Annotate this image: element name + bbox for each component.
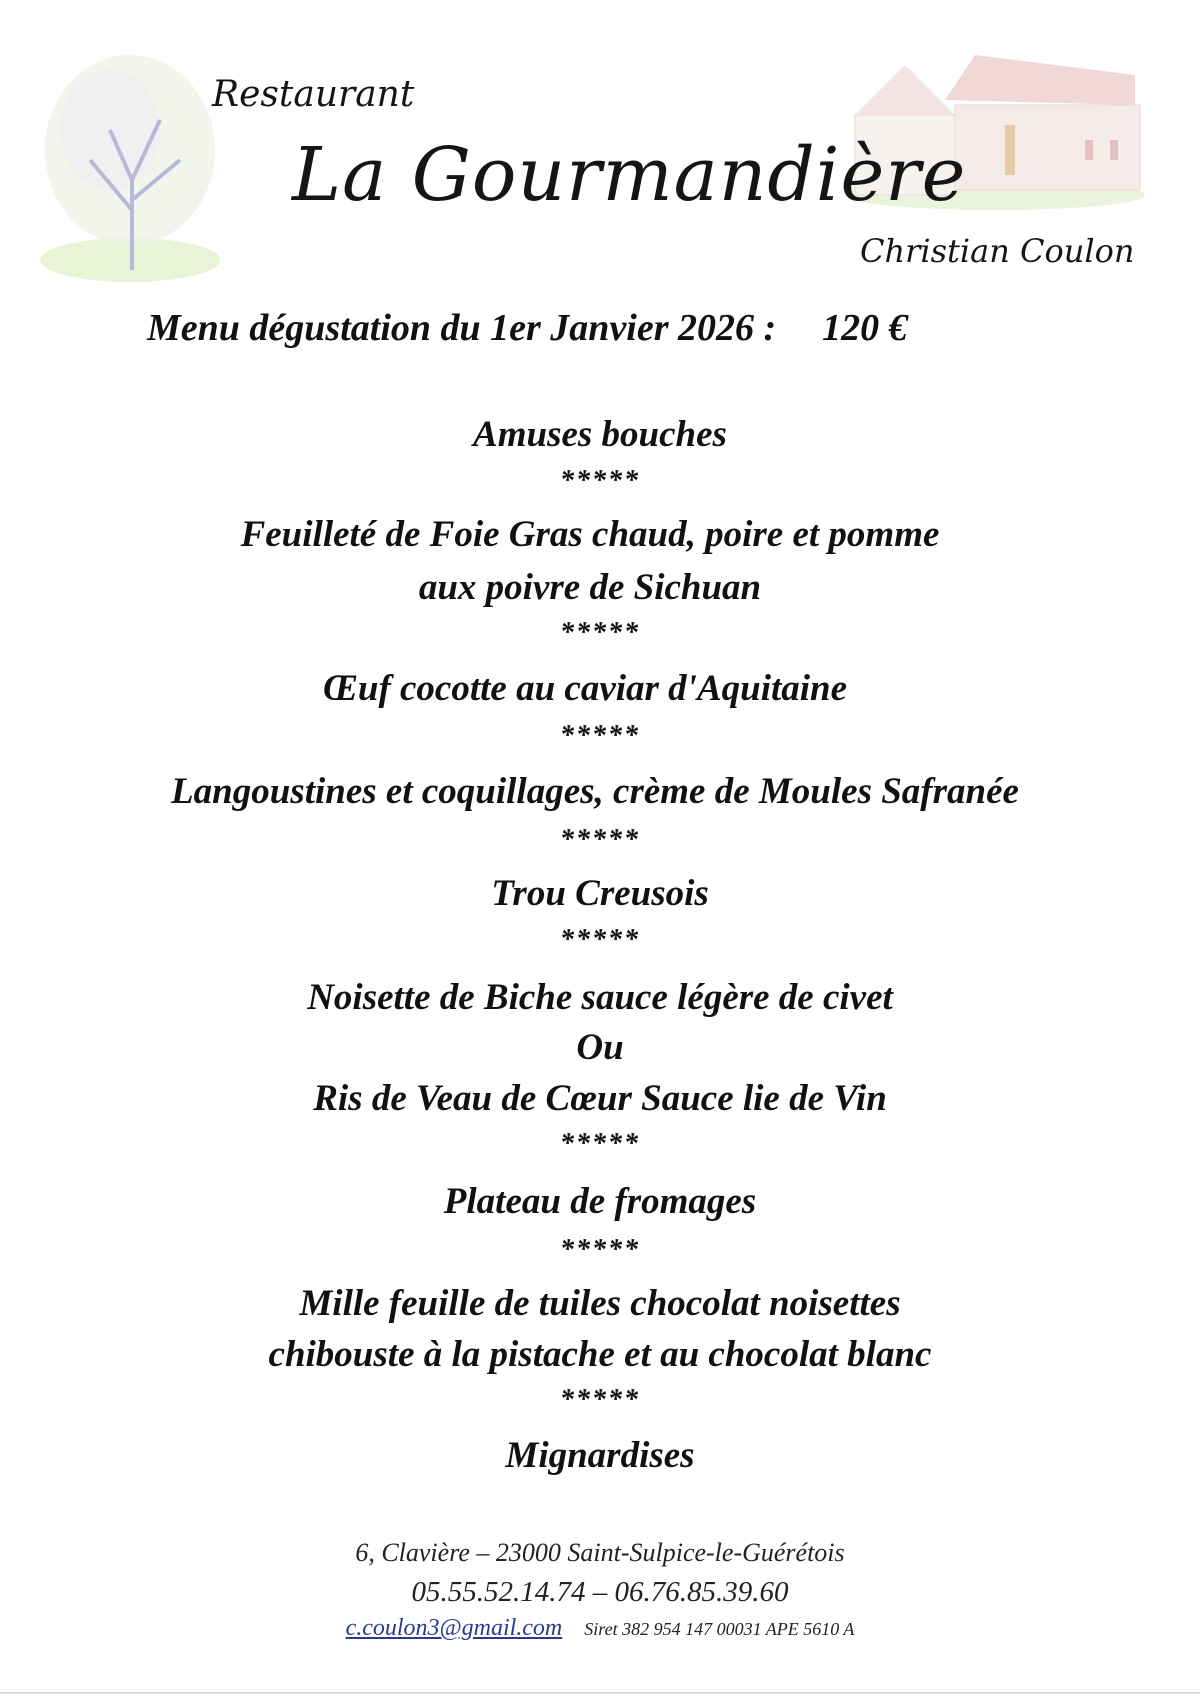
contact-line [0, 1615, 1200, 1642]
course-oeuf-cocotte: Œuf cocotte au caviar d'Aquitaine [322, 668, 848, 709]
course-langoustines: Langoustines et coquillages, crème de Moules Safranée [171, 771, 1019, 812]
course-plateau-fromages: Plateau de fromages [443, 1181, 757, 1222]
separator: ***** [560, 720, 640, 751]
phone-numbers: 05.55.52.14.74 – 06.76.85.39.60 [411, 1576, 789, 1608]
course-or: Ou [576, 1027, 624, 1068]
separator: ***** [560, 824, 640, 855]
course-foie-gras: Feuilleté de Foie Gras chaud, poire et pomme [240, 514, 940, 555]
restaurant-name: La Gourmandière [292, 132, 967, 218]
course-amuses-bouches: Amuses bouches [473, 414, 727, 455]
chef-name: Christian Coulon [860, 232, 1135, 270]
course-mille-feuille: Mille feuille de tuiles chocolat noisettes [299, 1283, 901, 1324]
menu-heading [147, 306, 1047, 350]
course-foie-gras-cont: aux poivre de Sichuan [418, 567, 762, 608]
email-link[interactable]: c.coulon3@gmail.com [345, 1615, 563, 1641]
page-edge-divider [0, 1692, 1200, 1694]
menu-title: Menu dégustation du 1er Janvier 2026 : [147, 307, 777, 349]
course-mignardises: Mignardises [505, 1435, 695, 1476]
course-trou-creusois: Trou Creusois [491, 873, 709, 914]
separator: ***** [560, 1384, 640, 1415]
separator: ***** [560, 1234, 640, 1265]
restaurant-label: Restaurant [212, 74, 415, 115]
siret-number: Siret 382 954 147 00031 APE 5610 A [584, 1619, 855, 1639]
separator: ***** [560, 465, 640, 496]
menu-price: 120 € [822, 307, 908, 349]
course-ris-de-veau: Ris de Veau de Cœur Sauce lie de Vin [313, 1078, 887, 1119]
course-mille-feuille-cont: chibouste à la pistache et au chocolat blanc [268, 1334, 932, 1375]
separator: ***** [560, 1128, 640, 1159]
separator: ***** [560, 617, 640, 648]
tree-illustration [20, 40, 240, 290]
address: 6, Clavière – 23000 Saint-Sulpice-le-Guérétois [355, 1538, 845, 1567]
course-noisette-biche: Noisette de Biche sauce légère de civet [307, 977, 893, 1018]
separator: ***** [560, 924, 640, 955]
